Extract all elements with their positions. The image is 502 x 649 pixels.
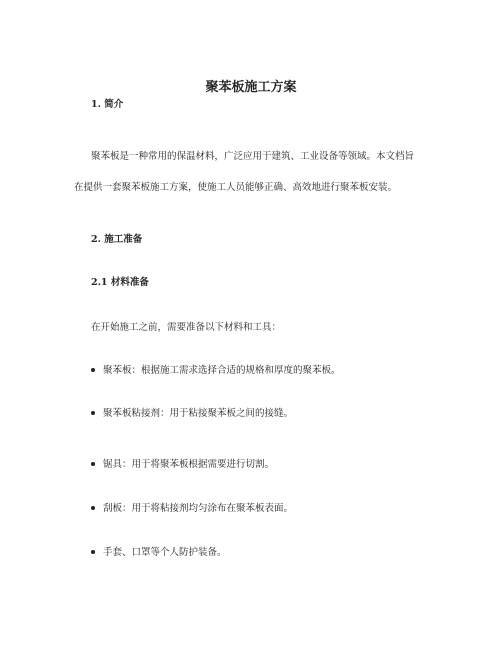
list-item-text: 聚苯板粘接剂：用于粘接聚苯板之间的接缝。 [103,408,294,419]
list-item-text: 聚苯板：根据施工需求选择合适的规格和厚度的聚苯板。 [103,365,341,376]
document-title: 聚苯板施工方案 [205,80,297,95]
intro-paragraph-line-2: 在提供一套聚苯板施工方案，使施工人员能够正确、高效地进行聚苯板安装。 [74,182,398,193]
materials-intro [74,321,434,335]
bullet-icon [91,550,95,554]
list-item [91,502,293,516]
list-item-text: 刮板：用于将粘接剂均匀涂布在聚苯板表面。 [103,503,294,514]
bullet-icon [91,462,95,466]
list-item-text: 锯具：用于将聚苯板根据需要进行切割。 [103,459,275,470]
intro-paragraph [74,150,434,164]
list-item [91,546,227,560]
list-item [91,407,293,421]
list-item [91,364,341,378]
section-heading-preparation: 2. 施工准备 [91,234,143,245]
bullet-icon [91,411,95,415]
intro-paragraph-line-1: 聚苯板是一种常用的保温材料，广泛应用于建筑、工业设备等领域。本文档旨 [91,151,415,162]
section-heading-materials: 2.1 材料准备 [91,277,149,288]
bullet-icon [91,368,95,372]
intro-paragraph-continued [74,181,434,195]
materials-intro-text: 在开始施工之前，需要准备以下材料和工具： [91,322,282,333]
list-item [91,458,274,472]
section-heading-intro: 1. 简介 [91,99,124,110]
list-item-text: 手套、口罩等个人防护装备。 [103,547,227,558]
bullet-icon [91,506,95,510]
